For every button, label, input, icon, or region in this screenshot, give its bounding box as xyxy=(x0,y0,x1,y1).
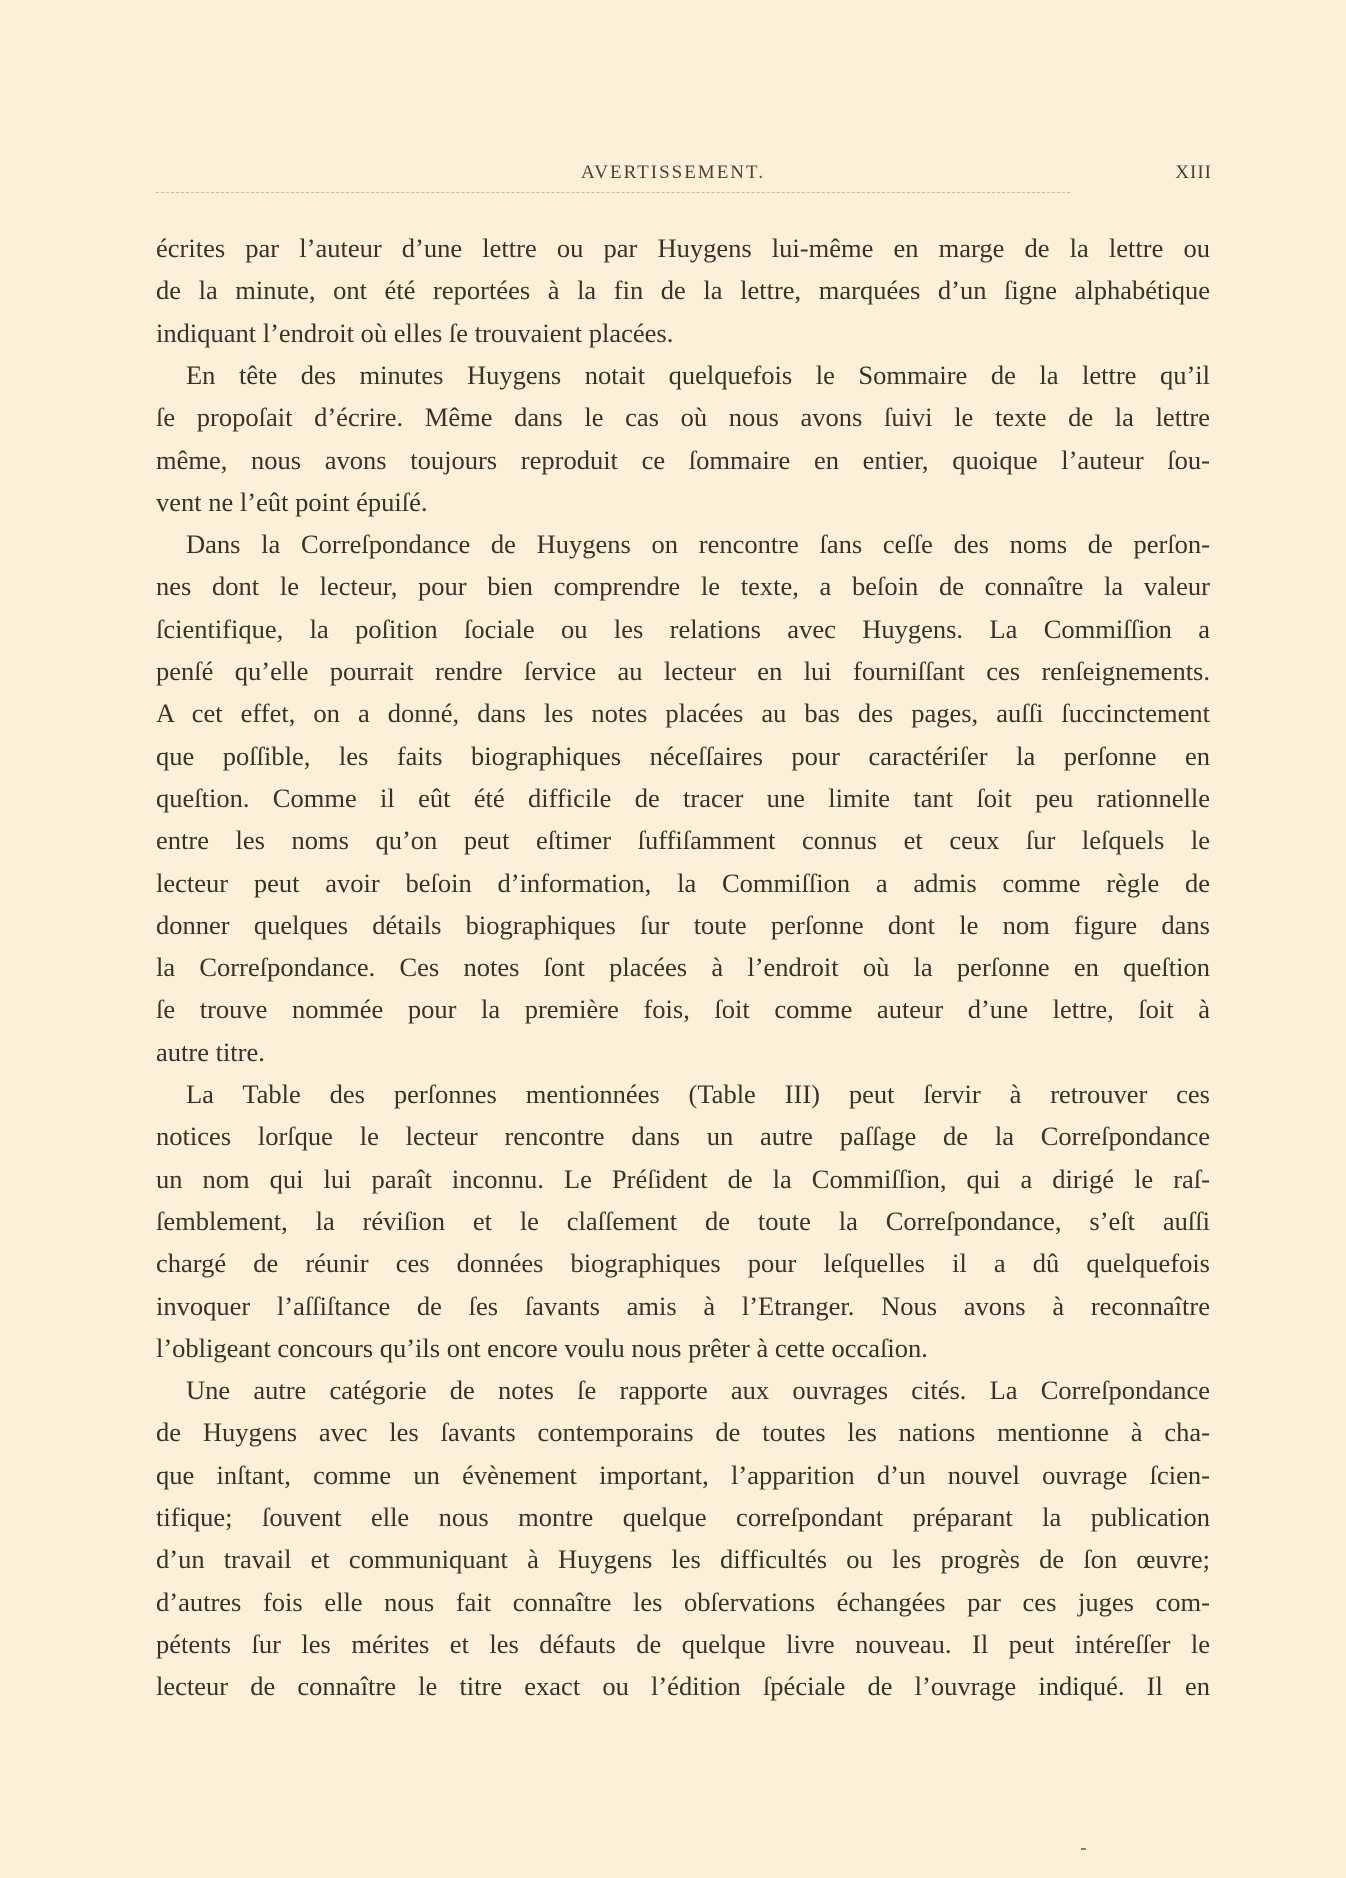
text-line: autre titre. xyxy=(156,1036,265,1067)
text-line: lecteur peut avoir beſoin d’information, la Commiſſion a admis comme règle de xyxy=(156,867,1210,898)
text-line: La Table des perſonnes mentionnées (Table III) peut ſervir à retrouver ces xyxy=(186,1079,1210,1109)
text-line: ſcientifique, la poſition ſociale ou les relations avec Huygens. La Commiſſion a xyxy=(156,613,1210,644)
text-line: donner quelques détails biographiques ſur toute perſonne dont le nom figure dans xyxy=(156,909,1210,940)
text-line: ſemblement, la réviſion et le claſſement de toute la Correſpondance, s’eſt auſſi xyxy=(156,1205,1210,1236)
text-line: de Huygens avec les ſavants contemporains de toutes les nations mentionne à cha- xyxy=(156,1417,1210,1448)
text-line: d’un travail et communiquant à Huygens les difficultés ou les progrès de ſon œuvre; xyxy=(156,1544,1210,1575)
text-line: écrites par l’auteur d’une lettre ou par Huygens lui-même en marge de la lettre ou xyxy=(156,233,1210,263)
text-line: lecteur de connaître le titre exact ou l’édition ſpéciale de l’ouvrage indiqué. Il en xyxy=(156,1671,1210,1702)
text-line: entre les noms qu’on peut eſtimer ſuffiſamment connus et ceux ſur leſquels le xyxy=(156,825,1210,856)
text-line: d’autres fois elle nous fait connaître les obſervations échangées par ces juges com- xyxy=(156,1586,1210,1617)
text-line: pétents ſur les mérites et les défauts de quelque livre nouveau. Il peut intéreſſer le xyxy=(156,1628,1210,1659)
text-line: ſe trouve nommée pour la première fois, ſoit comme auteur d’une lettre, ſoit à xyxy=(156,994,1210,1025)
page-mark xyxy=(1081,1848,1086,1850)
text-line: A cet effet, on a donné, dans les notes placées au bas des pages, auſſi ſuccinctement xyxy=(156,698,1210,729)
text-line: ſe propoſait d’écrire. Même dans le cas où nous avons ſuivi le texte de la lettre xyxy=(156,402,1210,433)
text-line: En tête des minutes Huygens notait quelquefois le Sommaire de la lettre qu’il xyxy=(186,359,1210,390)
text-line: Dans la Correſpondance de Huygens on rencontre ſans ceſſe des noms de perſon- xyxy=(186,529,1210,560)
text-line: indiquant l’endroit où elles ſe trouvaient placées. xyxy=(156,317,674,348)
text-line: un nom qui lui paraît inconnu. Le Préſident de la Commiſſion, qui a dirigé le raſ- xyxy=(156,1163,1210,1194)
text-line: même, nous avons toujours reproduit ce ſommaire en entier, quoique l’auteur ſou- xyxy=(156,444,1210,475)
running-header-title: AVERTISSEMENT. xyxy=(581,162,765,183)
text-line: de la minute, ont été reportées à la fin de la lettre, marquées d’un ſigne alphabétique xyxy=(156,275,1210,306)
text-line: nes dont le lecteur, pour bien comprendre le texte, a beſoin de connaître la valeur xyxy=(156,571,1210,602)
page-number: XIII xyxy=(1175,162,1212,183)
text-line: invoquer l’aſſiſtance de ſes ſavants amis à l’Etranger. Nous avons à reconnaître xyxy=(156,1290,1210,1321)
text-line: queſtion. Comme il eût été difficile de tracer une limite tant ſoit peu rationnelle xyxy=(156,782,1210,813)
text-line: que inſtant, comme un évènement important, l’apparition d’un nouvel ouvrage ſcien- xyxy=(156,1459,1210,1490)
text-line: la Correſpondance. Ces notes ſont placées à l’endroit où la perſonne en queſtion xyxy=(156,952,1210,983)
text-line: vent ne l’eût point épuiſé. xyxy=(156,486,428,517)
text-line: que poſſible, les faits biographiques néceſſaires pour caractériſer la perſonne en xyxy=(156,740,1210,771)
text-line: notices lorſque le lecteur rencontre dans un autre paſſage de la Correſpondance xyxy=(156,1121,1210,1152)
text-line: tifique; ſouvent elle nous montre quelque correſpondant préparant la publication xyxy=(156,1502,1210,1532)
text-line: Une autre catégorie de notes ſe rapporte aux ouvrages cités. La Correſpondance xyxy=(186,1375,1210,1406)
header-rule xyxy=(156,192,1070,193)
text-line: penſé qu’elle pourrait rendre ſervice au lecteur en lui fourniſſant ces renſeignements. xyxy=(156,656,1210,686)
text-line: chargé de réunir ces données biographiques pour leſquelles il a dû quelquefois xyxy=(156,1248,1210,1279)
text-line: l’obligeant concours qu’ils ont encore voulu nous prêter à cette occaſion. xyxy=(156,1332,928,1363)
